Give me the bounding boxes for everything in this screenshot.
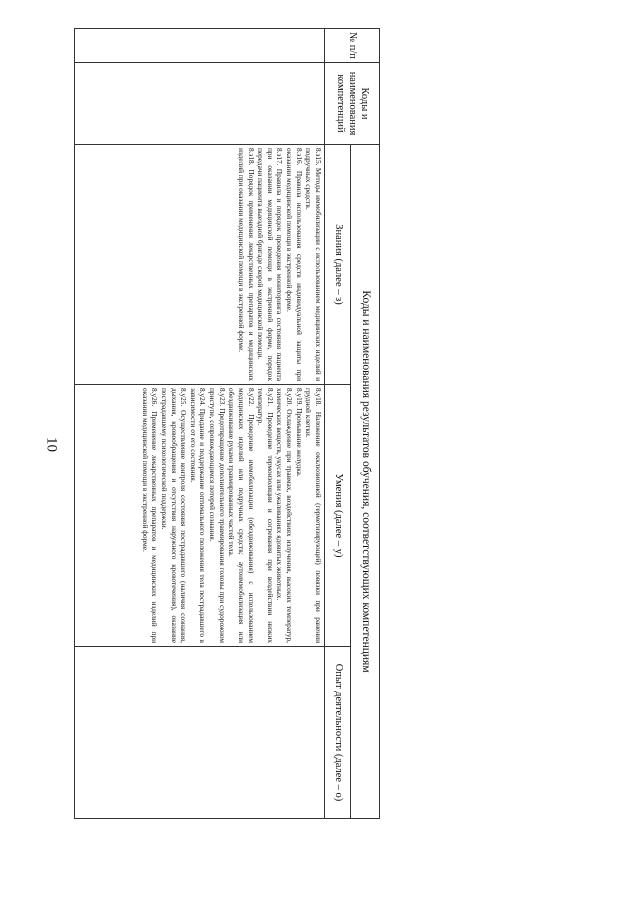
header-experience: Опыт деятельности (далее – о) — [325, 647, 352, 819]
list-item: 8.у18. Наложение окклюзионной (герметизирующей) повязки при ранении грудной клетки. — [304, 388, 323, 643]
list-item: 8.у25. Осуществление контроля состояния пострадавшего (наличия сознания, дыхания, кровообращения и отсутствия наружного кровотечения), оказание пострадавшему психологической поддержки. — [160, 388, 189, 643]
header-row-sub — [325, 29, 352, 819]
list-item: 8.з17. Правила и порядок проведения мониторинга состояния пациента при оказании медицинской помощи в экстренной форме, порядок передачи пациента выездной бригаде скорой медицинской помощи. — [256, 148, 285, 381]
header-num: № п/п — [325, 29, 380, 63]
list-item: 8.у23. Предотвращение дополнительного травмирования головы при судорожном приступе, сопровождающимся потерей сознания. — [208, 388, 227, 643]
list-item: 8.у22. Проведение иммобилизации (обездвиживания) с использованием медицинских изделий или подручных средств; аутоиммобилизация или обездвиживание руками травмированных частей тела. — [227, 388, 256, 643]
cell-experience — [75, 647, 325, 819]
cell-codes — [75, 63, 325, 145]
page-number: 10 — [43, 437, 60, 452]
list-item: 8.у19. Промывание желудка. — [294, 388, 304, 477]
cell-num — [75, 29, 325, 63]
header-skills: Умения (далее – у) — [325, 385, 352, 647]
header-group: Коды и наименования результатов обучения, соответствующих компетенциям — [351, 145, 380, 819]
header-codes: Коды и наименования компетенций — [325, 63, 380, 145]
document-table-rotated — [74, 28, 380, 818]
list-item: 8.з16. Правила использования средств индивидуальной защиты при оказании медицинской помощи в экстренной форме. — [285, 148, 304, 381]
list-item: 8.з18. Порядок применения лекарственных препаратов и медицинских изделий при оказании медицинской помощи в экстренной форме. — [237, 148, 256, 381]
header-row-top — [351, 29, 380, 819]
cell-knowledge — [75, 145, 325, 385]
list-item: 8.у20. Охлаждение при травмах, воздействиях излучения, высоких температур, химических веществ, укусах или ужаливаниях ядовитых животных. — [275, 388, 295, 643]
cell-skills — [75, 385, 325, 647]
list-item: 8.у21. Проведение термоизоляции и согревания при воздействии низких температур. — [256, 388, 275, 643]
list-item: 8.з15. Методы иммобилизации с использованием медицинских изделий и подручных средств. — [304, 148, 323, 381]
list-item: 8.у26. Применение лекарственных препаратов и медицинских изделий при оказании медицинской помощи в экстренной форме. — [140, 388, 160, 643]
header-knowledge: Знания (далее – з) — [325, 145, 352, 385]
table-row — [75, 29, 325, 819]
competency-table — [74, 28, 380, 819]
list-item: 8.у24. Придание и поддержание оптимального положения тела пострадавшего в зависимости от его состояния. — [188, 388, 208, 643]
